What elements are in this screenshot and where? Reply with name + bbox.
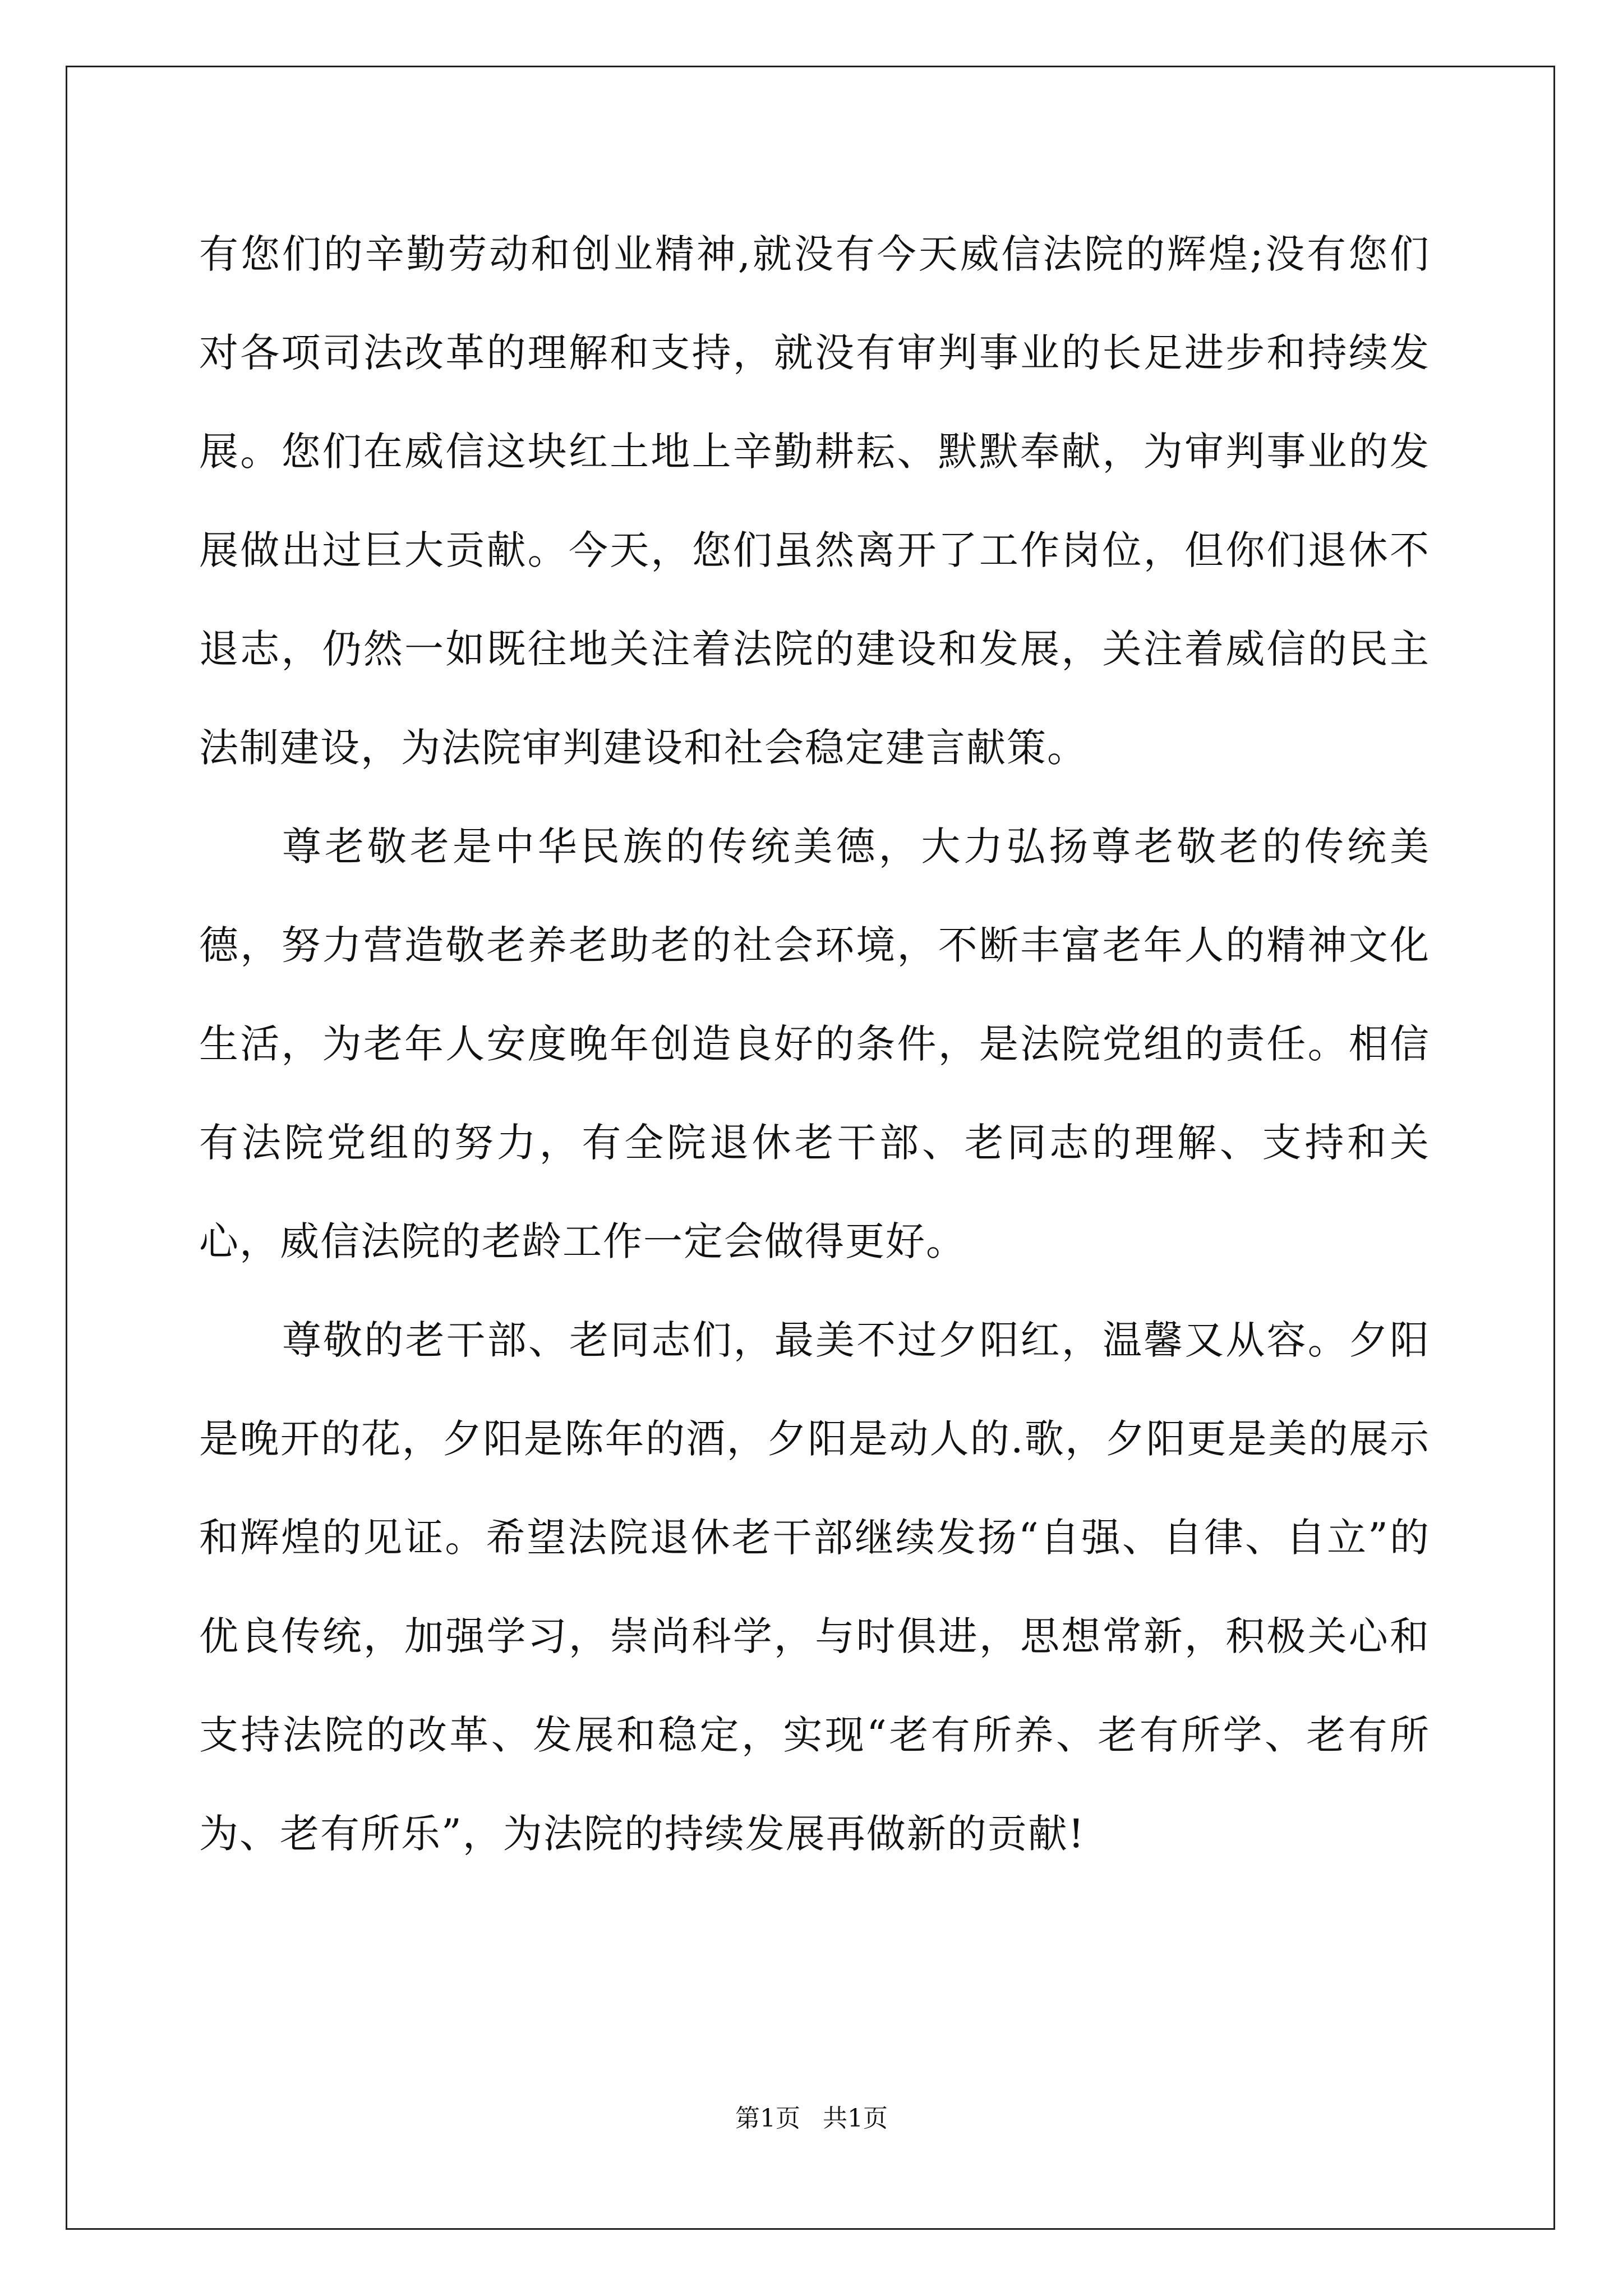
paragraph: 尊老敬老是中华民族的传统美德，大力弘扬尊老敬老的传统美德，努力营造敬老养老助老的社会环境，不断丰富老年人的精神文化生活，为老年人安度晚年创造良好的条件，是法院党组的责任。相信有法院党组的努力，有全院退休老干部、老同志的理解、支持和关心，威信法院的老龄工作一定会做得更好。 xyxy=(199,823,1430,1264)
document-body xyxy=(199,205,1430,1883)
page-footer xyxy=(0,2098,1623,2134)
paragraph: 有您们的辛勤劳动和创业精神,就没有今天威信法院的辉煌;没有您们对各项司法改革的理解和支持，就没有审判事业的长足进步和持续发展。您们在威信这块红土地上辛勤耕耘、默默奉献，为审判事业的发展做出过巨大贡献。今天，您们虽然离开了工作岗位，但你们退休不退志，仍然一如既往地关注着法院的建设和发展，关注着威信的民主法制建设，为法院审判建设和社会稳定建言献策。 xyxy=(199,231,1430,771)
page-number: 第1页 xyxy=(735,2104,800,2133)
page-total: 共1页 xyxy=(823,2104,888,2133)
paragraph: 尊敬的老干部、老同志们，最美不过夕阳红，温馨又从容。夕阳是晚开的花，夕阳是陈年的酒，夕阳是动人的.歌，夕阳更是美的展示和辉煌的见证。希望法院退休老干部继续发扬“自强、自律、自立”的优良传统，加强学习，崇尚科学，与时俱进，思想常新，积极关心和支持法院的改革、发展和稳定，实现“老有所养、老有所学、老有所为、老有所乐”，为法院的持续发展再做新的贡献! xyxy=(199,1317,1430,1857)
